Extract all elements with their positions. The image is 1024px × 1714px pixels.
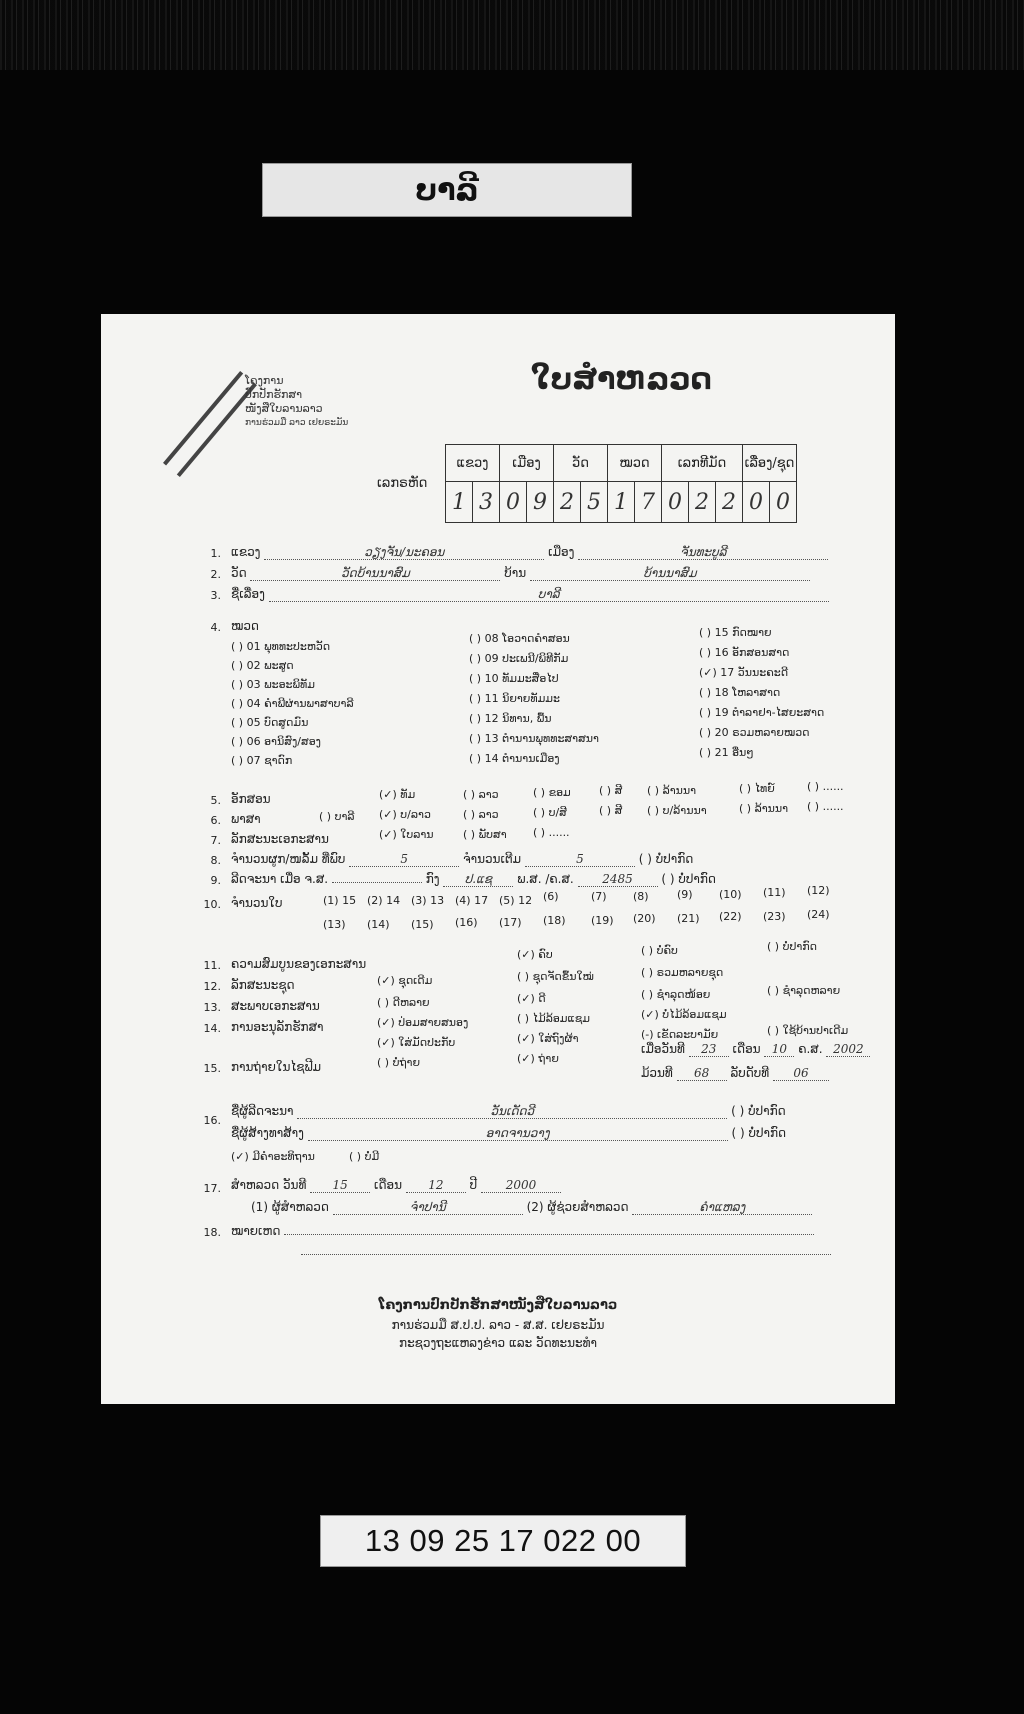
leaf-count: (14) [367, 918, 390, 931]
field-label: ຊື່ເລື່ອງ [231, 587, 265, 601]
project-logo-text [245, 374, 348, 430]
logo-line: ໂຄງການ [245, 374, 284, 387]
field-number: 10. [203, 898, 221, 911]
district-value: ຈັນທະບູລີ [578, 545, 828, 560]
leaf-count: (10) [719, 888, 742, 901]
field-number: 8. [210, 854, 221, 867]
code-digit: 0 [662, 482, 689, 523]
field-label: ຊື່ຜູ້ລີດຈະນາ [231, 1104, 294, 1118]
code-table [445, 444, 797, 523]
conservation-option[interactable]: (✓) ປ່ອມສາຍສນອງ [377, 1016, 469, 1029]
script-option[interactable]: ( ) ຂອມ [533, 786, 571, 799]
footer-line: ກະຊວງຖະແຫລງຂ່າວ ແລະ ວັດທະນະທຳ [399, 1336, 597, 1350]
leaf-count: (9) [677, 888, 693, 901]
code-label: ເລກຣຫັດ [377, 476, 428, 491]
leaf-count: (15) [411, 918, 434, 931]
code-header: ວັດ [554, 445, 608, 482]
script-option[interactable]: ( ) ລາວ [463, 788, 499, 801]
film-month-value: 10 [764, 1042, 794, 1057]
conservation-option[interactable]: (-) ເຂັດລະບາມັຍ [641, 1028, 719, 1041]
category-option[interactable]: ( ) 07 ຊາດົກ [231, 754, 293, 767]
survey-month-value: 12 [406, 1178, 466, 1193]
condition-option[interactable]: ( ) ດີຫລາຍ [377, 996, 430, 1009]
field-number: 6. [210, 814, 221, 827]
category-option[interactable]: ( ) 01 ພຸທທະປະຫວັດ [231, 640, 331, 653]
category-option[interactable]: ( ) 20 ຣວມຫລາຍໝວດ [699, 726, 810, 739]
field-remarks [231, 1224, 814, 1238]
category-option[interactable]: ( ) 03 ພະອະພິທັມ [231, 678, 315, 691]
field-label: ຈຳນວນຜູກ/ໜລັ້ມ ທີ່ພົບ [231, 852, 346, 866]
field-label: ການຖ່າຍໃນໄຊຟີມ [231, 1060, 322, 1074]
material-option[interactable]: ( ) ...... [533, 826, 570, 839]
field-label: ລັບດັບທີ [730, 1066, 770, 1080]
category-option[interactable]: ( ) 13 ຕຳນານພຸທທະສາສນາ [469, 732, 599, 745]
prayer-option[interactable]: ( ) ບໍ່ມີ [349, 1150, 380, 1163]
set-option[interactable]: ( ) ຊຸດຈັດຂຶ້ນໃໝ່ [517, 970, 594, 983]
footer-line: ໂຄງການປົກປັກຮັກສາໜັງສືໃບລານລາວ [378, 1298, 618, 1313]
field-label: ບ້ານ [504, 566, 527, 580]
field-number: 12. [203, 980, 221, 993]
leaf-count: (3) 13 [411, 894, 445, 907]
logo-line: ການຮ່ວມມື ລາວ ເຢຍຣະມັນ [245, 418, 349, 428]
condition-option[interactable]: ( ) ຊຳລຸດໜ້ອຍ [641, 988, 711, 1001]
surveyor-value: ຈຳປານີ [333, 1200, 523, 1215]
language-option[interactable]: ( ) ລ້ານນາ [739, 802, 789, 815]
roll-value: 68 [677, 1066, 727, 1081]
code-digit: 0 [500, 482, 527, 523]
field-label: ຄ.ສ. [798, 1042, 823, 1056]
category-option[interactable]: ( ) 09 ປະເພນີ/ພິທີກັມ [469, 652, 569, 665]
film-day-value: 23 [689, 1042, 729, 1057]
field-title [231, 587, 829, 602]
field-label: ແຂວງ [231, 545, 261, 559]
survey-day-value: 15 [310, 1178, 370, 1193]
completeness-option[interactable]: ( ) ບໍ່ປາກົດ [767, 940, 817, 953]
language-option[interactable]: (✓) ບ/ລາວ [379, 808, 431, 821]
field-label: ກົງ [425, 872, 440, 886]
completeness-option[interactable]: (✓) ຄົບ [517, 948, 553, 961]
logo-line: ປົກປັກຮັກສາ [245, 388, 303, 401]
language-option[interactable]: ( ) ...... [807, 800, 844, 813]
film-edge-noise [0, 0, 1024, 70]
field-label: ສຳຫລວດ ວັນທີ [231, 1178, 307, 1192]
script-option[interactable]: ( ) ໄທຍ໌ [739, 782, 775, 795]
code-digit: 2 [689, 482, 716, 523]
set-option[interactable]: (✓) ຊຸດເດີມ [377, 974, 433, 987]
prayer-option[interactable]: (✓) ມີຄຳອະທິຖານ [231, 1150, 315, 1163]
field-number: 3. [210, 589, 221, 602]
sequence-value: 06 [773, 1066, 829, 1081]
category-option[interactable]: ( ) 19 ຕຳລາຢາ-ໄສຍະສາດ [699, 706, 825, 719]
field-number: 4. [210, 621, 221, 634]
field-label: ວັດ [231, 566, 247, 580]
category-option[interactable]: ( ) 05 ບົດສູດມົນ [231, 716, 309, 729]
set-option[interactable]: ( ) ຣວມຫລາຍຊຸດ [641, 966, 724, 979]
category-option[interactable]: (✓) 17 ວັນນະຄະດີ [699, 666, 789, 679]
category-option[interactable]: ( ) 04 ຄຳພີຜ່ານພາສາບາລີ [231, 697, 354, 710]
field-survey-date [231, 1178, 561, 1193]
field-number: 13. [203, 1001, 221, 1014]
language-option[interactable]: ( ) ບ/ລ້ານນາ [647, 804, 707, 817]
completeness-option[interactable]: ( ) ບໍ່ຄົບ [641, 944, 678, 957]
category-option[interactable]: ( ) 11 ນິຍາຍທັມມະ [469, 692, 560, 705]
province-value: ວຽງຈັນ/ນະຄອນ [264, 545, 544, 560]
category-option[interactable]: ( ) 02 ພະສູດ [231, 659, 294, 672]
field-label: ປີ [469, 1178, 478, 1192]
field-number: 7. [210, 834, 221, 847]
language-option[interactable]: ( ) ສີ [599, 804, 623, 817]
leaf-count: (24) [807, 908, 830, 921]
field-number: 15. [203, 1062, 221, 1075]
conservation-option[interactable]: (✓) ໃສ່ມັດປະກັບ [377, 1036, 456, 1049]
field-label: ສະພາບເອກະສານ [231, 999, 320, 1013]
category-option[interactable]: ( ) 21 ອື່ນໆ [699, 746, 754, 759]
unknown-option[interactable]: ( ) ບໍ່ປາກົດ [731, 1104, 786, 1118]
field-writer [231, 1104, 786, 1119]
year-value: 2485 [578, 872, 658, 887]
leaf-count: (16) [455, 916, 478, 929]
leaf-count: (21) [677, 912, 700, 925]
script-option[interactable]: ( ) ...... [807, 780, 844, 793]
microfilm-option[interactable]: (✓) ຖ່າຍ [517, 1052, 559, 1065]
code-header: ໝວດ [608, 445, 662, 482]
field-label: ໝວດ [231, 619, 259, 633]
field-label: ເດືອນ [373, 1178, 403, 1192]
leaf-count: (22) [719, 910, 742, 923]
conservation-option[interactable]: ( ) ໄມ້ລ້ອມແຊມ [517, 1012, 590, 1025]
leaf-count: (11) [763, 886, 786, 899]
project-logo-stripes-icon [163, 371, 257, 477]
leaf-count: (4) 17 [455, 894, 489, 907]
language-option[interactable]: ( ) ບ/ສີ [533, 806, 567, 819]
field-number: 16. [203, 1114, 221, 1127]
cyclic-year-value: ປ.ແຊ [443, 872, 513, 887]
script-option[interactable]: ( ) ສີ [599, 784, 623, 797]
assistant-value: ຄຳແຫລງ [632, 1200, 812, 1215]
field-sponsor [231, 1126, 786, 1141]
material-option[interactable]: (✓) ໃບລານ [379, 828, 434, 841]
remarks-line [301, 1254, 831, 1255]
code-label-bottom: 13 09 25 17 022 00 [320, 1515, 686, 1567]
field-number: 2. [210, 568, 221, 581]
fascicles-full-value: 5 [525, 852, 635, 867]
category-option[interactable]: ( ) 14 ຕຳນານເມືອງ [469, 752, 560, 765]
code-digit: 0 [770, 482, 797, 523]
field-label: ລັກສະນະຊຸດ [231, 978, 295, 992]
title-label-top: ບາລີ [262, 163, 632, 217]
leaf-count: (12) [807, 884, 830, 897]
field-surveyors [251, 1200, 812, 1215]
field-label: ລີດຈະນາ ເມື່ອ ຈ.ສ. [231, 872, 329, 886]
code-header: ເລກທີມັດ [662, 445, 743, 482]
field-province [231, 545, 828, 560]
material-option[interactable]: ( ) ພັບສາ [463, 828, 507, 841]
field-number: 18. [203, 1226, 221, 1239]
writer-value: ວັນເດັດວີ [297, 1104, 727, 1119]
category-option[interactable]: ( ) 15 ກົດໝາຍ [699, 626, 772, 639]
field-label: ເມື່ອວັນທີ [641, 1042, 685, 1056]
field-label: ພ.ສ. /ຄ.ສ. [517, 872, 574, 886]
code-digit: 2 [716, 482, 743, 523]
title-value: ບາລີ [269, 587, 829, 602]
conservation-option[interactable]: (✓) ໃສ່ຖົງຜ້າ [517, 1032, 579, 1045]
code-digit: 1 [446, 482, 473, 523]
film-year-value: 2002 [826, 1042, 870, 1057]
unknown-option[interactable]: ( ) ບໍ່ປາກົດ [731, 1126, 787, 1140]
footer-line: ການຮ່ວມມື ສ.ປ.ປ. ລາວ - ສ.ສ. ເຢຍຣະມັນ [391, 1318, 605, 1332]
field-label: ໝາຍເຫດ [231, 1224, 281, 1238]
code-digit: 5 [581, 482, 608, 523]
code-digit: 1 [608, 482, 635, 523]
code-header: ແຂວງ [446, 445, 500, 482]
code-header: ເມືອງ [500, 445, 554, 482]
field-date-written [231, 872, 716, 887]
condition-option[interactable]: (✓) ດີ [517, 992, 546, 1005]
field-number: 14. [203, 1022, 221, 1035]
field-number: 9. [210, 874, 221, 887]
leaf-count: (1) 15 [323, 894, 357, 907]
leaf-count: (8) [633, 890, 649, 903]
field-number: 1. [210, 547, 221, 560]
leaf-count: (5) 12 [499, 894, 533, 907]
logo-line: ໜັງສືໃບລານລາວ [245, 402, 323, 415]
code-digit: 3 [473, 482, 500, 523]
leaf-count: (20) [633, 912, 656, 925]
temple-value: ວັດບ້ານນາສົມ [250, 566, 500, 581]
leaf-count: (2) 14 [367, 894, 401, 907]
microfilm-date [641, 1042, 870, 1057]
leaf-count: (17) [499, 916, 522, 929]
code-digit: 2 [554, 482, 581, 523]
leaf-count: (19) [591, 914, 614, 927]
form-title: ໃບສຳຫລວດ [531, 362, 712, 397]
microfilm-roll [641, 1066, 829, 1081]
category-option[interactable]: ( ) 18 ໂຫລາສາດ [699, 686, 781, 699]
field-label: ພາສາ [231, 812, 261, 826]
category-option[interactable]: ( ) 06 ອານິສົງ/ສອງ [231, 735, 321, 748]
leaf-count: (6) [543, 890, 559, 903]
category-option[interactable]: ( ) 08 ໂອວາດຄຳສອນ [469, 632, 570, 645]
unknown-option[interactable]: ( ) ບໍ່ປາກົດ [661, 872, 716, 886]
field-temple [231, 566, 810, 581]
field-label: ເດືອນ [732, 1042, 761, 1056]
field-label: (1) ຜູ້ສຳຫລວດ [251, 1200, 329, 1214]
language-option[interactable]: ( ) ບາລີ [319, 810, 355, 823]
code-digit: 0 [743, 482, 770, 523]
field-label: ຊື່ຜູ້ສ້າງທາສ້າງ [231, 1126, 304, 1140]
code-digit: 7 [635, 482, 662, 523]
unknown-option[interactable]: ( ) ບໍ່ປາກົດ [638, 852, 694, 866]
code-header: ເລື່ອງ/ຊຸດ [743, 445, 797, 482]
script-option[interactable]: (✓) ທັມ [379, 788, 416, 801]
leaf-count: (23) [763, 910, 786, 923]
language-option[interactable]: ( ) ລາວ [463, 808, 499, 821]
village-value: ບ້ານນາສົມ [530, 566, 810, 581]
fascicles-value: 5 [349, 852, 459, 867]
code-digit: 9 [527, 482, 554, 523]
field-label: ຄວາມສົມບູນຂອງເອກະສານ [231, 957, 367, 971]
field-label: ຈຳນວນເຕີມ [463, 852, 522, 866]
field-number: 11. [203, 959, 221, 972]
field-label: ເມືອງ [548, 545, 575, 559]
conservation-option[interactable]: (✓) ບໍ່ໄມ້ລ້ອມແຊມ [641, 1008, 727, 1021]
conservation-option[interactable]: ( ) ໃຊ້ບ້ານປາເດີມ [767, 1024, 849, 1037]
field-number: 5. [210, 794, 221, 807]
microfilm-option[interactable]: ( ) ບໍ່ຖ່າຍ [377, 1056, 421, 1069]
field-label: ອັກສອນ [231, 792, 271, 806]
field-label: ຈຳນວນໃບ [231, 896, 283, 910]
category-option[interactable]: ( ) 16 ອັກສອນສາດ [699, 646, 790, 659]
field-label: ມ້ວນທີ [641, 1066, 673, 1080]
field-fascicles [231, 852, 693, 867]
field-label: (2) ຜູ້ຊ່ວຍສຳຫລວດ [526, 1200, 629, 1214]
field-label: ການອະນຸລັກຮັກສາ [231, 1020, 324, 1034]
leaf-count: (13) [323, 918, 346, 931]
leaf-count: (7) [591, 890, 607, 903]
survey-form-paper [101, 314, 895, 1404]
sponsor-value: ອາດຈານວາງ [308, 1126, 728, 1141]
condition-option[interactable]: ( ) ຊຳລຸດຫລາຍ [767, 984, 841, 997]
script-option[interactable]: ( ) ລ້ານນາ [647, 784, 697, 797]
field-label: ລັກສະນະເອກະສານ [231, 832, 329, 846]
survey-year-value: 2000 [481, 1178, 561, 1193]
category-option[interactable]: ( ) 10 ທັມມະສື່ອໄປ [469, 672, 559, 685]
leaf-count: (18) [543, 914, 566, 927]
category-option[interactable]: ( ) 12 ນິທານ, ພື້ນ [469, 712, 552, 725]
field-number: 17. [203, 1182, 221, 1195]
